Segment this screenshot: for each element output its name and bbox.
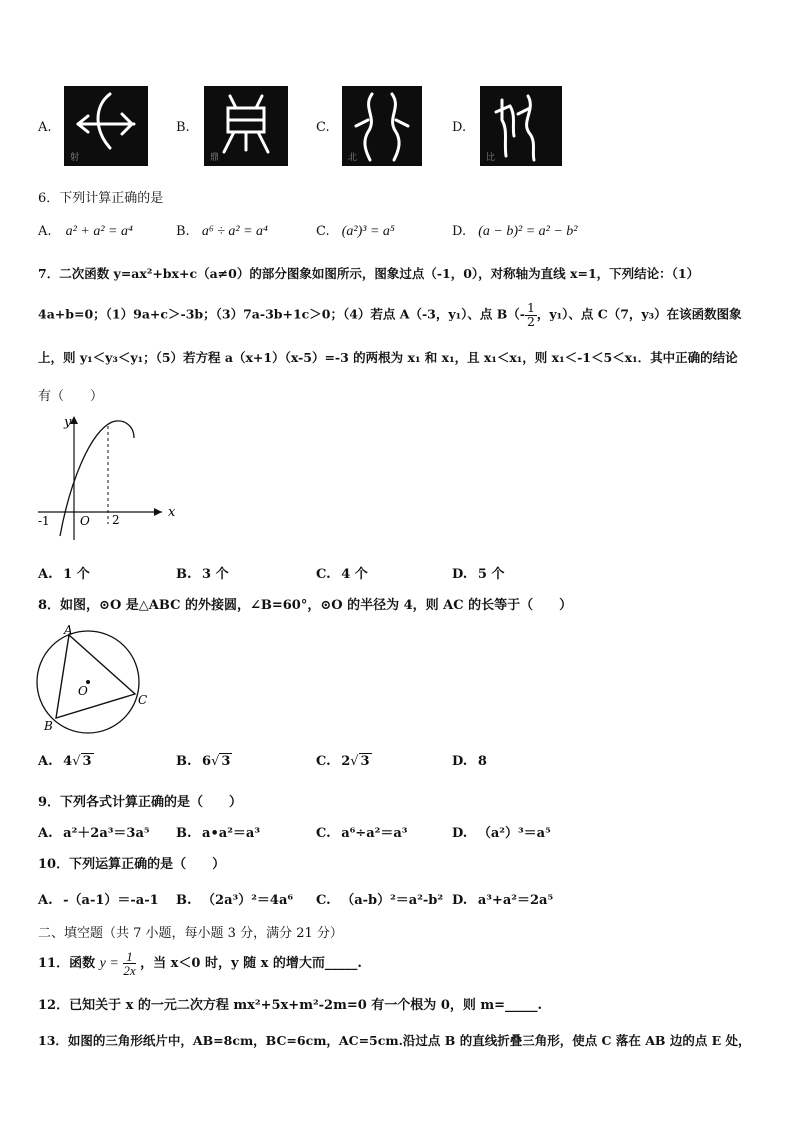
option-label: C.	[316, 893, 331, 908]
option-radicand: 3	[360, 754, 370, 769]
option-text: （a-b）²＝a²-b²	[341, 893, 444, 908]
q10-option-c	[316, 889, 443, 908]
q9-option-b	[176, 822, 260, 841]
q5-option-d-caption: 比	[486, 153, 496, 163]
q7-option-b	[176, 563, 229, 582]
option-expression: a⁶ ÷ a² = a⁴	[201, 224, 268, 239]
option-label: D.	[452, 893, 468, 908]
q13-text: 13．如图的三角形纸片中，AB=8cm，BC=6cm，AC=5cm.沿过点 B 的直线折叠三角形，使点 C 落在 AB 边的点 E 处，	[38, 1033, 751, 1048]
q5-option-a-caption: 射	[70, 153, 80, 163]
fraction-denominator: 2x	[123, 963, 136, 978]
q6-stem: 6．下列计算正确的是	[38, 191, 164, 206]
y-axis-label: y	[64, 415, 72, 430]
q10-stem: 10．下列运算正确的是（ ）	[38, 857, 226, 872]
q9-option-a	[38, 822, 150, 841]
option-text: -（a-1）＝-a-1	[63, 893, 159, 908]
q7-line2-part1: 4a+b=0；（1）9a+c＞-3b；（3）7a-3b+1c＞0；（4）若点 A（-3，y₁）、点 B（-	[38, 306, 525, 322]
tick-two: 2	[112, 513, 120, 527]
q6-option-c	[316, 224, 395, 240]
q7-line2-part2: ，y₁）、点 C（7，y₃）在该函数图象	[536, 306, 742, 322]
option-expression: a² + a² = a⁴	[65, 224, 133, 239]
q9-stem: 9．下列各式计算正确的是（ ）	[38, 795, 243, 810]
option-label: B.	[176, 224, 190, 239]
option-label: D.	[452, 224, 467, 239]
option-expression: (a − b)² = a² − b²	[478, 224, 578, 239]
q8-option-d	[452, 754, 487, 769]
q11-suffix: ，当 x＜0 时，y 随 x 的增大而_____.	[140, 956, 362, 971]
q6-option-b	[176, 224, 268, 240]
q7-line1: 7．二次函数 y=ax²+bx+c（a≠0）的部分图象如图所示，图象过点（-1，0），对称轴为直线 x=1，下列结论：（1）	[38, 266, 700, 281]
option-text: a•a²＝a³	[202, 826, 261, 841]
option-label: C.	[316, 224, 330, 239]
vertex-c-label: C	[138, 693, 148, 707]
option-label: A.	[38, 224, 52, 239]
option-label: A.	[38, 893, 53, 908]
q7-option-d	[452, 563, 504, 582]
q11-text	[38, 950, 362, 977]
q10-option-b	[176, 889, 293, 908]
q7-option-c	[316, 563, 368, 582]
q7-parabola-graph	[34, 412, 184, 542]
option-label: D.	[452, 754, 468, 769]
x-axis-label: x	[168, 505, 176, 520]
q6-option-a	[38, 224, 133, 240]
option-text: a²＋2a³＝3a⁵	[63, 826, 150, 841]
option-text: （2a³）²＝4a⁶	[202, 893, 294, 908]
option-radicand: 3	[221, 754, 231, 769]
q5-option-a-label: A.	[38, 120, 52, 135]
option-text: 5 个	[477, 567, 505, 582]
q5-option-c-label: C.	[316, 120, 330, 135]
option-text: a⁶÷a²＝a³	[341, 826, 408, 841]
q8-option-a: A. 4√ 3	[38, 754, 92, 769]
q8-option-c: C. 2√ 3	[316, 754, 370, 769]
q5-option-d-label: D.	[452, 120, 467, 135]
q11-fraction	[123, 950, 135, 977]
q9-option-c	[316, 822, 407, 841]
vertex-a-label: A	[64, 623, 73, 637]
parabola-curve	[60, 421, 134, 536]
q5-option-c-image	[342, 86, 422, 166]
q7-fraction	[525, 302, 537, 328]
option-label: C.	[316, 754, 331, 769]
option-text: （a²）³＝a⁵	[477, 826, 551, 841]
q8-option-b: B. 6√ 3	[176, 754, 231, 769]
q5-option-b-label: B.	[176, 120, 190, 135]
option-coefficient: 2	[341, 754, 351, 769]
option-label: B.	[176, 893, 192, 908]
option-coefficient: 8	[477, 754, 487, 769]
fraction-numerator: 1	[123, 950, 135, 964]
option-label: D.	[452, 567, 468, 582]
option-label: B.	[176, 567, 192, 582]
q11-function-lhs: y =	[99, 956, 119, 971]
q7-line4: 有（ ）	[38, 389, 104, 404]
fraction-denominator: 2	[526, 313, 535, 329]
q11-prefix: 11．函数	[38, 956, 96, 971]
option-label: D.	[452, 826, 468, 841]
q10-option-d	[452, 889, 553, 908]
option-label: A.	[38, 826, 53, 841]
option-coefficient: 4	[63, 754, 73, 769]
fraction-numerator: 1	[526, 300, 535, 315]
option-label: C.	[316, 826, 331, 841]
option-radicand: 3	[82, 754, 92, 769]
q5-option-a-image	[64, 86, 148, 166]
option-text: 4 个	[341, 567, 368, 582]
option-label: C.	[316, 567, 331, 582]
option-text: 1 个	[63, 567, 90, 582]
option-label: A.	[38, 567, 53, 582]
q10-option-a	[38, 889, 159, 908]
q6-option-d	[452, 224, 578, 240]
x-axis-arrow-icon	[154, 508, 162, 516]
option-text: a³+a²＝2a⁵	[477, 893, 554, 908]
q8-stem: 8．如图，⊙O 是△ABC 的外接圆，∠B=60°，⊙O 的半径为 4，则 AC 的长等于（ ）	[38, 598, 573, 613]
tick-neg-one: -1	[38, 514, 50, 528]
option-coefficient: 6	[202, 754, 212, 769]
q12-text: 12．已知关于 x 的一元二次方程 mx²+5x+m²-2m=0 有一个根为 0，则 m=_____.	[38, 998, 543, 1013]
option-label: B.	[176, 826, 192, 841]
q5-option-d-image	[480, 86, 562, 166]
q7-line3: 上，则 y₁＜y₃＜y₁；（5）若方程 a（x+1）（x-5）=-3 的两根为 x₁ 和 x₁，且 x₁＜x₁，则 x₁＜-1＜5＜x₁．其中正确的结论	[38, 350, 738, 365]
section-title-fill-in: 二、填空题（共 7 小题，每小题 3 分，满分 21 分）	[38, 926, 343, 941]
triangle-abc	[56, 635, 135, 718]
q8-circle-figure	[34, 622, 164, 740]
origin-label: O	[80, 514, 90, 528]
q9-option-d	[452, 822, 551, 841]
option-label: A.	[38, 754, 53, 769]
q5-option-b-caption: 鼎	[210, 153, 220, 163]
option-text: 3 个	[202, 567, 229, 582]
option-label: B.	[176, 754, 192, 769]
q7-line2	[38, 302, 742, 328]
q5-option-c-caption: 北	[348, 153, 358, 163]
center-o-label: O	[78, 684, 88, 698]
q5-option-b-image	[204, 86, 288, 166]
vertex-b-label: B	[44, 719, 53, 733]
option-expression: (a²)³ = a⁵	[341, 224, 395, 239]
q7-option-a	[38, 563, 90, 582]
